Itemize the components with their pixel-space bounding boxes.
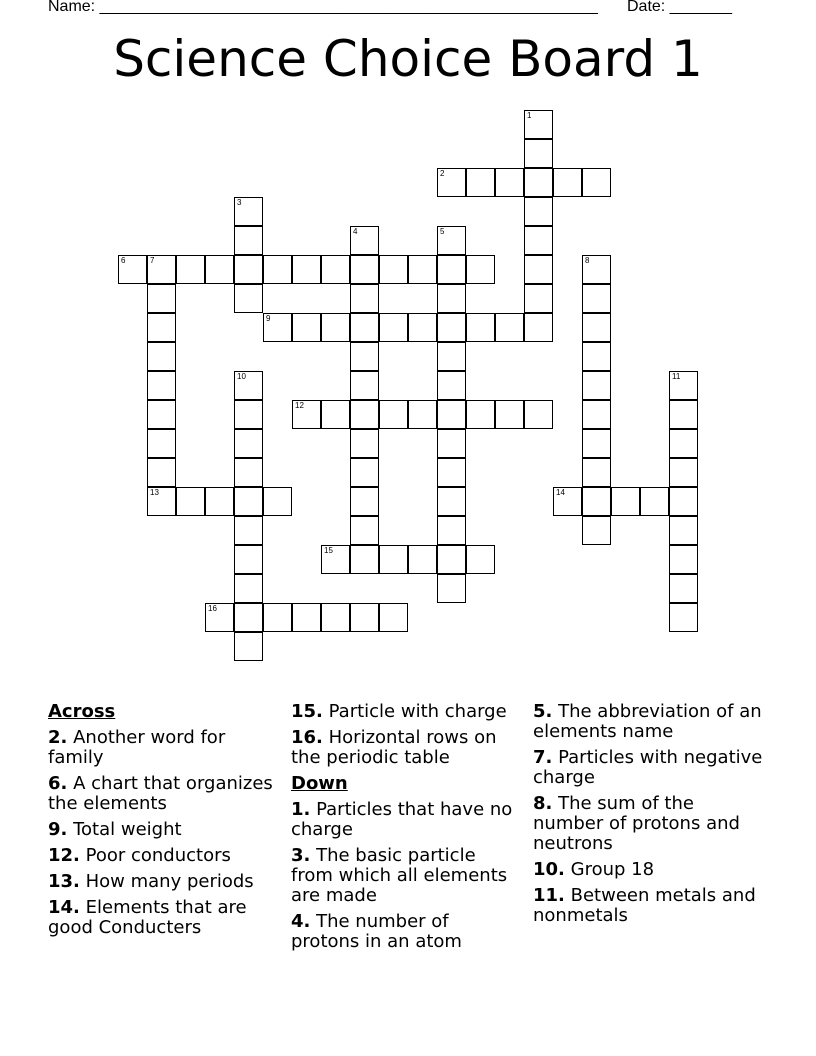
crossword-cell[interactable] <box>147 313 176 342</box>
crossword-cell[interactable] <box>234 197 263 226</box>
crossword-cell[interactable] <box>147 429 176 458</box>
crossword-cell[interactable] <box>669 545 698 574</box>
clue-down-7: 7. Particles with negative charge <box>533 747 763 788</box>
crossword-cell[interactable] <box>437 574 466 603</box>
clue-across-15: 15. Particle with charge <box>291 701 507 722</box>
crossword-cell[interactable] <box>205 603 234 632</box>
crossword-cell[interactable] <box>176 255 205 284</box>
crossword-cell[interactable] <box>350 603 379 632</box>
crossword-cell[interactable] <box>350 429 379 458</box>
crossword-cell[interactable] <box>437 226 466 255</box>
crossword-cell[interactable] <box>321 400 350 429</box>
crossword-cell[interactable] <box>321 255 350 284</box>
crossword-cell[interactable] <box>437 313 466 342</box>
crossword-cell[interactable] <box>524 168 553 197</box>
crossword-cell[interactable] <box>582 487 611 516</box>
crossword-cell[interactable] <box>437 458 466 487</box>
crossword-cell[interactable] <box>321 545 350 574</box>
crossword-cell[interactable] <box>147 458 176 487</box>
crossword-cell[interactable] <box>147 371 176 400</box>
cell-number: 12 <box>295 401 304 410</box>
crossword-cell[interactable] <box>234 226 263 255</box>
crossword-cell[interactable] <box>437 371 466 400</box>
cell-number: 10 <box>237 372 246 381</box>
crossword-cell[interactable] <box>524 110 553 139</box>
crossword-cell[interactable] <box>292 313 321 342</box>
crossword-cell[interactable] <box>350 516 379 545</box>
crossword-cell[interactable] <box>582 342 611 371</box>
crossword-cell[interactable] <box>524 400 553 429</box>
crossword-cell[interactable] <box>437 168 466 197</box>
clues-column-3 <box>533 702 763 932</box>
crossword-cell[interactable] <box>466 255 495 284</box>
crossword-cell[interactable] <box>234 429 263 458</box>
clue-down-8: 8. The sum of the number of protons and neutrons <box>533 793 740 854</box>
crossword-cell[interactable] <box>437 255 466 284</box>
clue-across-13: 13. How many periods <box>48 871 254 892</box>
crossword-cell[interactable] <box>466 168 495 197</box>
cell-number: 6 <box>121 256 126 265</box>
crossword-cell[interactable] <box>524 139 553 168</box>
crossword-cell[interactable] <box>466 400 495 429</box>
clues-column-2 <box>291 702 519 958</box>
cell-number: 7 <box>150 256 155 265</box>
crossword-cell[interactable] <box>205 487 234 516</box>
crossword-cell[interactable] <box>379 545 408 574</box>
cell-number: 3 <box>237 198 242 207</box>
crossword-cell[interactable] <box>350 458 379 487</box>
crossword-cell[interactable] <box>234 603 263 632</box>
crossword-cell[interactable] <box>437 284 466 313</box>
down-heading: Down <box>291 773 348 794</box>
cell-number: 8 <box>585 256 590 265</box>
clue-across-2: 2. Another word for family <box>48 727 226 768</box>
crossword-cell[interactable] <box>582 313 611 342</box>
clue-down-5: 5. The abbreviation of an elements name <box>533 701 762 742</box>
cell-number: 14 <box>556 488 565 497</box>
crossword-cell[interactable] <box>553 487 582 516</box>
crossword-cell[interactable] <box>437 429 466 458</box>
crossword-cell[interactable] <box>669 458 698 487</box>
crossword-cell[interactable] <box>408 400 437 429</box>
crossword-cell[interactable] <box>321 313 350 342</box>
clue-down-11: 11. Between metals and nonmetals <box>533 885 756 926</box>
crossword-cell[interactable] <box>582 516 611 545</box>
crossword-cell[interactable] <box>408 255 437 284</box>
crossword-cell[interactable] <box>263 603 292 632</box>
cell-number: 16 <box>208 604 217 613</box>
crossword-cell[interactable] <box>379 603 408 632</box>
crossword-cell[interactable] <box>582 429 611 458</box>
crossword-cell[interactable] <box>234 371 263 400</box>
crossword-cell[interactable] <box>176 487 205 516</box>
crossword-cell[interactable] <box>234 632 263 661</box>
crossword-cell[interactable] <box>611 487 640 516</box>
crossword-cell[interactable] <box>582 371 611 400</box>
name-field-label[interactable]: Name: ________________________________________________________ <box>48 0 598 15</box>
crossword-cell[interactable] <box>350 545 379 574</box>
crossword-cell[interactable] <box>350 226 379 255</box>
clue-down-1: 1. Particles that have no charge <box>291 799 513 840</box>
clue-down-4: 4. The number of protons in an atom <box>291 911 462 952</box>
crossword-cell[interactable] <box>379 255 408 284</box>
crossword-cell[interactable] <box>379 400 408 429</box>
crossword-cell[interactable] <box>234 516 263 545</box>
crossword-cell[interactable] <box>350 400 379 429</box>
crossword-cell[interactable] <box>495 400 524 429</box>
crossword-cell[interactable] <box>582 255 611 284</box>
crossword-cell[interactable] <box>234 255 263 284</box>
crossword-cell[interactable] <box>669 429 698 458</box>
crossword-cell[interactable] <box>582 284 611 313</box>
crossword-cell[interactable] <box>466 545 495 574</box>
crossword-cell[interactable] <box>437 400 466 429</box>
crossword-cell[interactable] <box>147 487 176 516</box>
crossword-cell[interactable] <box>495 313 524 342</box>
cell-number: 1 <box>527 111 532 120</box>
crossword-cell[interactable] <box>669 487 698 516</box>
cell-number: 11 <box>672 372 681 381</box>
crossword-cell[interactable] <box>524 255 553 284</box>
across-heading: Across <box>48 701 116 722</box>
crossword-cell[interactable] <box>553 168 582 197</box>
clue-across-6: 6. A chart that organizes the elements <box>48 773 273 814</box>
cell-number: 5 <box>440 227 445 236</box>
crossword-cell[interactable] <box>437 545 466 574</box>
crossword-cell[interactable] <box>379 313 408 342</box>
cell-number: 2 <box>440 169 445 178</box>
crossword-cell[interactable] <box>408 545 437 574</box>
crossword-cell[interactable] <box>147 255 176 284</box>
crossword-cell[interactable] <box>263 255 292 284</box>
crossword-cell[interactable] <box>234 487 263 516</box>
clue-across-12: 12. Poor conductors <box>48 845 231 866</box>
crossword-cell[interactable] <box>669 371 698 400</box>
crossword-cell[interactable] <box>205 255 234 284</box>
crossword-cell[interactable] <box>669 516 698 545</box>
crossword-cell[interactable] <box>292 400 321 429</box>
cell-number: 9 <box>266 314 271 323</box>
crossword-cell[interactable] <box>292 603 321 632</box>
crossword-cell[interactable] <box>147 284 176 313</box>
crossword-cell[interactable] <box>640 487 669 516</box>
crossword-cell[interactable] <box>350 255 379 284</box>
crossword-cell[interactable] <box>582 168 611 197</box>
clue-across-9: 9. Total weight <box>48 819 182 840</box>
crossword-cell[interactable] <box>437 342 466 371</box>
crossword-cell[interactable] <box>147 342 176 371</box>
crossword-cell[interactable] <box>495 168 524 197</box>
crossword-cell[interactable] <box>234 400 263 429</box>
crossword-cell[interactable] <box>466 313 495 342</box>
clue-down-3: 3. The basic particle from which all elements are made <box>291 845 508 906</box>
page-title: Science Choice Board 1 <box>113 30 703 88</box>
clue-down-10: 10. Group 18 <box>533 859 655 880</box>
cell-number: 4 <box>353 227 358 236</box>
crossword-cell[interactable] <box>669 400 698 429</box>
crossword-cell[interactable] <box>524 284 553 313</box>
crossword-cell[interactable] <box>350 284 379 313</box>
crossword-cell[interactable] <box>234 574 263 603</box>
crossword-cell[interactable] <box>524 226 553 255</box>
crossword-cell[interactable] <box>263 487 292 516</box>
crossword-cell[interactable] <box>582 400 611 429</box>
crossword-cell[interactable] <box>350 487 379 516</box>
cell-number: 15 <box>324 546 333 555</box>
crossword-cell[interactable] <box>669 603 698 632</box>
crossword-cell[interactable] <box>234 545 263 574</box>
crossword-cell[interactable] <box>263 313 292 342</box>
crossword-cell[interactable] <box>524 197 553 226</box>
clue-across-14: 14. Elements that are good Conducters <box>48 897 247 938</box>
crossword-cell[interactable] <box>437 487 466 516</box>
crossword-cell[interactable] <box>147 400 176 429</box>
clues-column-1 <box>48 702 273 944</box>
crossword-cell[interactable] <box>321 603 350 632</box>
crossword-cell[interactable] <box>350 313 379 342</box>
crossword-cell[interactable] <box>234 458 263 487</box>
crossword-cell[interactable] <box>582 458 611 487</box>
crossword-cell[interactable] <box>669 574 698 603</box>
crossword-cell[interactable] <box>234 284 263 313</box>
date-field-label[interactable]: Date: _______ <box>627 0 732 15</box>
crossword-cell[interactable] <box>408 313 437 342</box>
crossword-cell[interactable] <box>437 516 466 545</box>
crossword-cell[interactable] <box>524 313 553 342</box>
crossword-cell[interactable] <box>350 342 379 371</box>
clue-across-16: 16. Horizontal rows on the periodic table <box>291 727 497 768</box>
crossword-cell[interactable] <box>292 255 321 284</box>
cell-number: 13 <box>150 488 159 497</box>
crossword-cell[interactable] <box>350 371 379 400</box>
crossword-cell[interactable] <box>118 255 147 284</box>
